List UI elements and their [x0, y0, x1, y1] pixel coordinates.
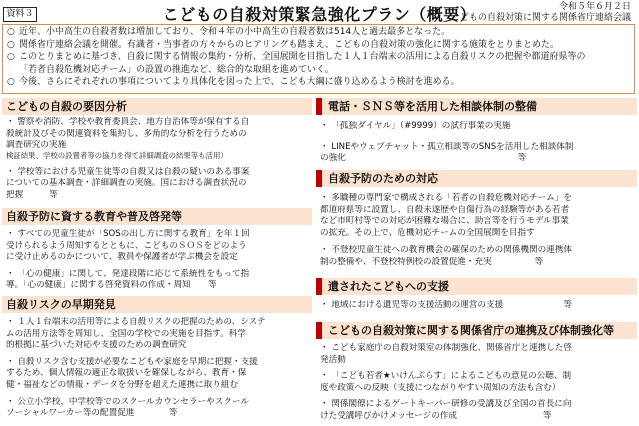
section-early-detection — [2, 296, 312, 420]
page-title: こどもの自殺対策緊急強化プラン（概要） — [162, 5, 477, 24]
section-heading: こどもの自殺対策に関する関係省庁の連携及び体制強化等 — [316, 322, 637, 339]
paragraph-line: ・ 不登校児童生徒への教育機会の確保のための関係機関の連携体 — [320, 245, 572, 256]
paragraph-line: ・ １人１台端末の活用等による自殺リスクの把握のための、システ — [6, 317, 266, 327]
section-heading: 遺されたこどもへの支援 — [316, 278, 637, 295]
paragraph-line: 発活動 — [320, 354, 346, 365]
paragraph-line: ・ 学校等における児童生徒等の自殺又は自殺の疑いのある事案 — [6, 166, 250, 177]
organization-name: こどもの自殺対策に関する関係省庁連絡会議 — [450, 13, 631, 23]
left-column — [2, 98, 312, 422]
section-heading: 自殺予防のための対応 — [316, 170, 637, 187]
paragraph — [316, 371, 637, 394]
section-heading: こどもの自殺の要因分析 — [2, 98, 312, 115]
paragraph-line: 都道府県等に設置し、自殺未遂歴や自傷行為の経験等がある若者 — [320, 204, 570, 215]
summary-line — [7, 26, 630, 39]
paragraph-line: の拡充。その上で、危機対応チームの全国展開を目指す — [320, 227, 535, 238]
summary-line — [7, 64, 630, 77]
summary-text: 関係省庁連絡会議を開催。有識者・当事者の方々からのヒアリングも踏まえ、こどもの自殺対策の強化に関する施策をとりまとめた。 — [19, 39, 560, 50]
summary-text: このとりまとめに基づき、自殺に関する情報の集約・分析、全国展開を目指した１人１台端末の活用による自殺リスクの把握や都道府県等の — [19, 52, 586, 62]
section-cause-analysis — [2, 98, 312, 202]
paragraph-line: ・ 自殺リスク含む支援が必要なこどもや家庭を早期に把握・支援 — [6, 356, 258, 367]
paragraph — [316, 245, 637, 268]
paragraph-line: ムの活用方法等を周知し、全国の学校での実施を目指す。科学 — [6, 328, 246, 339]
paragraph — [316, 142, 637, 165]
paragraph-line: に受け止めるのかについて、教員や保護者が学ぶ機会を設定 — [6, 252, 238, 263]
paragraph — [2, 229, 312, 264]
document-tag: 資料３ — [3, 7, 37, 22]
paragraph-line: けた受講呼びかけメッセージの作成 等 — [320, 410, 552, 421]
paragraph-line: ・ 警察や消防、学校や教育委員会、地方自治体等が保有する自 — [6, 117, 250, 127]
paragraph-line: ・ すべての児童生徒が「SOSの出し方に関する教育」を年１回 — [6, 229, 250, 239]
note-text: 検証結果、学校の設置者等の協力を得て詳細調査の結果等も活用） — [6, 150, 228, 160]
right-column — [316, 98, 637, 422]
summary-line — [7, 39, 630, 52]
paragraph-line: ・ LINEやウェブチャット・孤立相談等のSNSを活用した相談体制 — [320, 141, 574, 152]
paragraph — [316, 193, 637, 239]
paragraph-line: など市町村等での対応が困難な場合に、助言等を行うモデル事業 — [320, 216, 569, 227]
paragraph — [2, 167, 312, 202]
paragraph-line: 把握 等 — [6, 189, 58, 200]
section-bereaved-support — [316, 278, 637, 312]
section-heading: 自殺予防に資する教育や普及啓発等 — [2, 208, 312, 225]
section-heading: 自殺リスクの早期発見 — [2, 296, 312, 313]
section-consultation — [316, 98, 637, 165]
paragraph-line: 健・福祉などの情報・データを分野を超えた連携に取り組む — [6, 379, 239, 390]
summary-line — [7, 76, 630, 89]
summary-box — [2, 24, 635, 94]
paragraph-line: ・ 多職種の専門家で構成される「若者の自殺危機対応チーム」を — [320, 193, 572, 203]
section-prevention — [316, 170, 637, 269]
bullet-icon: ○ — [7, 39, 15, 50]
paragraph-line: の強化 等 — [320, 153, 527, 164]
paragraph — [316, 343, 637, 366]
section-education — [2, 208, 312, 292]
paragraph-line: ・ 関係閣僚によるゲートキーパー研修の受講及び全国の首長に向 — [320, 399, 572, 410]
section-coordination — [316, 322, 637, 422]
paragraph-line: するため、個人情報の適正な取扱いを確保しながら、教育・保 — [6, 368, 247, 379]
summary-text: 「若者自殺危機対応チーム」の設置の推進など、総合的な取組を進めていく。 — [19, 64, 334, 75]
paragraph-line: ・ 「心の健康」に関して、発達段階に応じて系統性をもって指 — [6, 268, 250, 279]
summary-text: 近年、小中高生の自殺者数は増加しており、令和４年の小中高生の自殺者数は514人と過去最多となった。 — [19, 27, 451, 37]
paragraph-line: 的根拠に基づいた対応や支援のための調査研究 — [6, 340, 187, 351]
paragraph-line: ・ こども家庭庁の自殺対策室の体制強化、関係省庁と連携した啓 — [320, 343, 572, 353]
paragraph — [316, 399, 637, 422]
summary-text: 今後、さらにそれぞれの事項についてより具体化を図った上で、こども大綱に盛り込めるよう検討を進める。 — [19, 77, 460, 87]
paragraph-line: 受けられるよう周知するとともに、こどものＳＯＳをどのよう — [6, 240, 247, 251]
paragraph — [316, 300, 637, 312]
paragraph-line: 制の整備や、不登校特例校の設置促進・充実 等 — [320, 256, 544, 267]
document-date: 令和５年６月２日 — [558, 2, 631, 12]
paragraph-line: ・ 地域における遺児等の支援活動の運営の支援 等 — [320, 300, 572, 310]
paragraph — [2, 397, 312, 420]
paragraph-line: 度や政策への反映（支援につながりやすい周知の方法も含む） — [320, 382, 561, 393]
paragraph-line: 殺統計及びその関連資料を集約し、多角的な分析を行うための — [6, 128, 247, 139]
paragraph-line: 調査研究の実施 — [6, 140, 67, 151]
summary-line — [7, 51, 630, 64]
section-heading: 電話・ＳＮＳ等を活用した相談体制の整備 — [316, 98, 637, 115]
paragraph — [2, 357, 312, 392]
paragraph-line: 導。「心の健康」に関する啓発資料の作成・周知 等 — [6, 280, 217, 291]
paragraph — [2, 117, 312, 152]
paragraph-line: ・ 公立小学校、中学校等でのスクールカウンセラーやスクール — [6, 396, 250, 407]
paragraph — [2, 317, 312, 352]
bullet-icon: ○ — [7, 77, 15, 87]
paragraph — [316, 121, 637, 133]
bullet-icon: ○ — [7, 27, 15, 37]
paragraph — [2, 269, 312, 292]
paragraph-line: についての基本調査・詳細調査の実施。国における調査状況の — [6, 178, 247, 189]
paragraph-line: ・ 「孤独ダイヤル」（#9999）の試行事業の実施 — [320, 121, 511, 131]
paragraph-line: ソーシャルワーカー等の配置促進 等 — [6, 408, 178, 419]
bullet-icon: ○ — [7, 52, 15, 62]
paragraph-line: ・ 「こども若者★いけんぷらす」によるこどもの意見の公聴、制 — [320, 371, 572, 382]
